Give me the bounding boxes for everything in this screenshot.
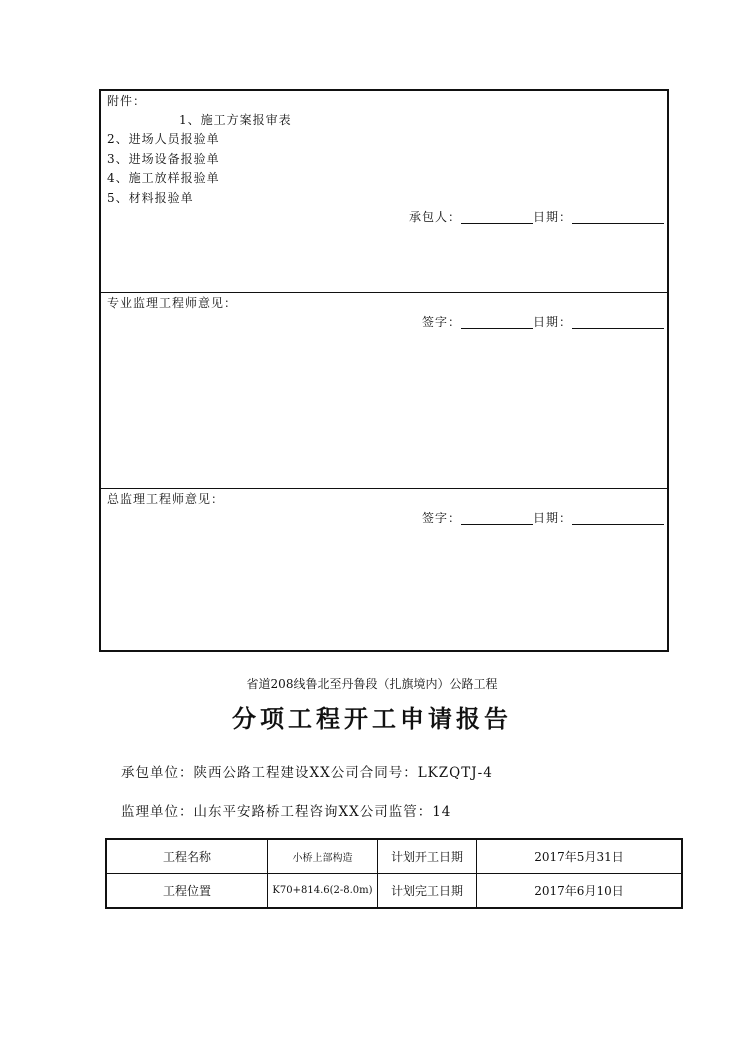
approval-form-box (99, 89, 669, 652)
project-name-label: 工程名称 (106, 839, 268, 874)
date-label: 日期： (533, 511, 573, 525)
attachments-section (101, 91, 667, 293)
attachments-heading: 附件： (107, 94, 147, 108)
attachment-item-4: 4、施工放样报验单 (107, 171, 220, 185)
contractor-signature-row (409, 210, 664, 224)
attachment-item-1: 1、施工方案报审表 (179, 113, 292, 127)
attachment-item-2: 2、进场人员报验单 (107, 132, 220, 146)
specialist-signature-field[interactable] (461, 316, 533, 329)
page-title: 分项工程开工申请报告 (232, 704, 512, 733)
project-name-value: 小桥上部构造 (268, 839, 378, 874)
planned-start-label: 计划开工日期 (378, 839, 477, 874)
date-label: 日期： (533, 315, 573, 329)
table-row (106, 874, 682, 909)
contractor-signature-field[interactable] (461, 211, 533, 224)
contractor-line: 承包单位：陕西公路工程建设XX公司合同号：LKZQTJ-4 (121, 765, 493, 781)
planned-end-value: 2017年6月10日 (477, 874, 683, 909)
chief-signature-row (422, 511, 664, 525)
date-field[interactable] (572, 512, 664, 525)
sign-label: 签字： (422, 511, 462, 525)
supervisor-line: 监理单位：山东平安路桥工程咨询XX公司监管：14 (121, 804, 452, 820)
date-label: 日期： (533, 210, 573, 224)
project-info-table (105, 838, 683, 909)
project-subtitle: 省道208线鲁北至丹鲁段（扎旗境内）公路工程 (246, 677, 498, 691)
project-location-label: 工程位置 (106, 874, 268, 909)
project-location-value: K70+814.6(2-8.0m) (268, 874, 378, 909)
specialist-opinion-section (101, 293, 667, 489)
date-field[interactable] (572, 316, 664, 329)
chief-signature-field[interactable] (461, 512, 533, 525)
contractor-label: 承包人： (409, 210, 462, 224)
specialist-opinion-heading: 专业监理工程师意见： (107, 296, 238, 310)
planned-end-label: 计划完工日期 (378, 874, 477, 909)
attachment-item-3: 3、进场设备报验单 (107, 152, 220, 166)
sign-label: 签字： (422, 315, 462, 329)
date-field[interactable] (572, 211, 664, 224)
table-row (106, 839, 682, 874)
planned-start-value: 2017年5月31日 (477, 839, 683, 874)
chief-opinion-heading: 总监理工程师意见： (107, 492, 225, 506)
attachment-item-5: 5、材料报验单 (107, 191, 194, 205)
specialist-signature-row (422, 315, 664, 329)
chief-opinion-section (101, 489, 667, 650)
